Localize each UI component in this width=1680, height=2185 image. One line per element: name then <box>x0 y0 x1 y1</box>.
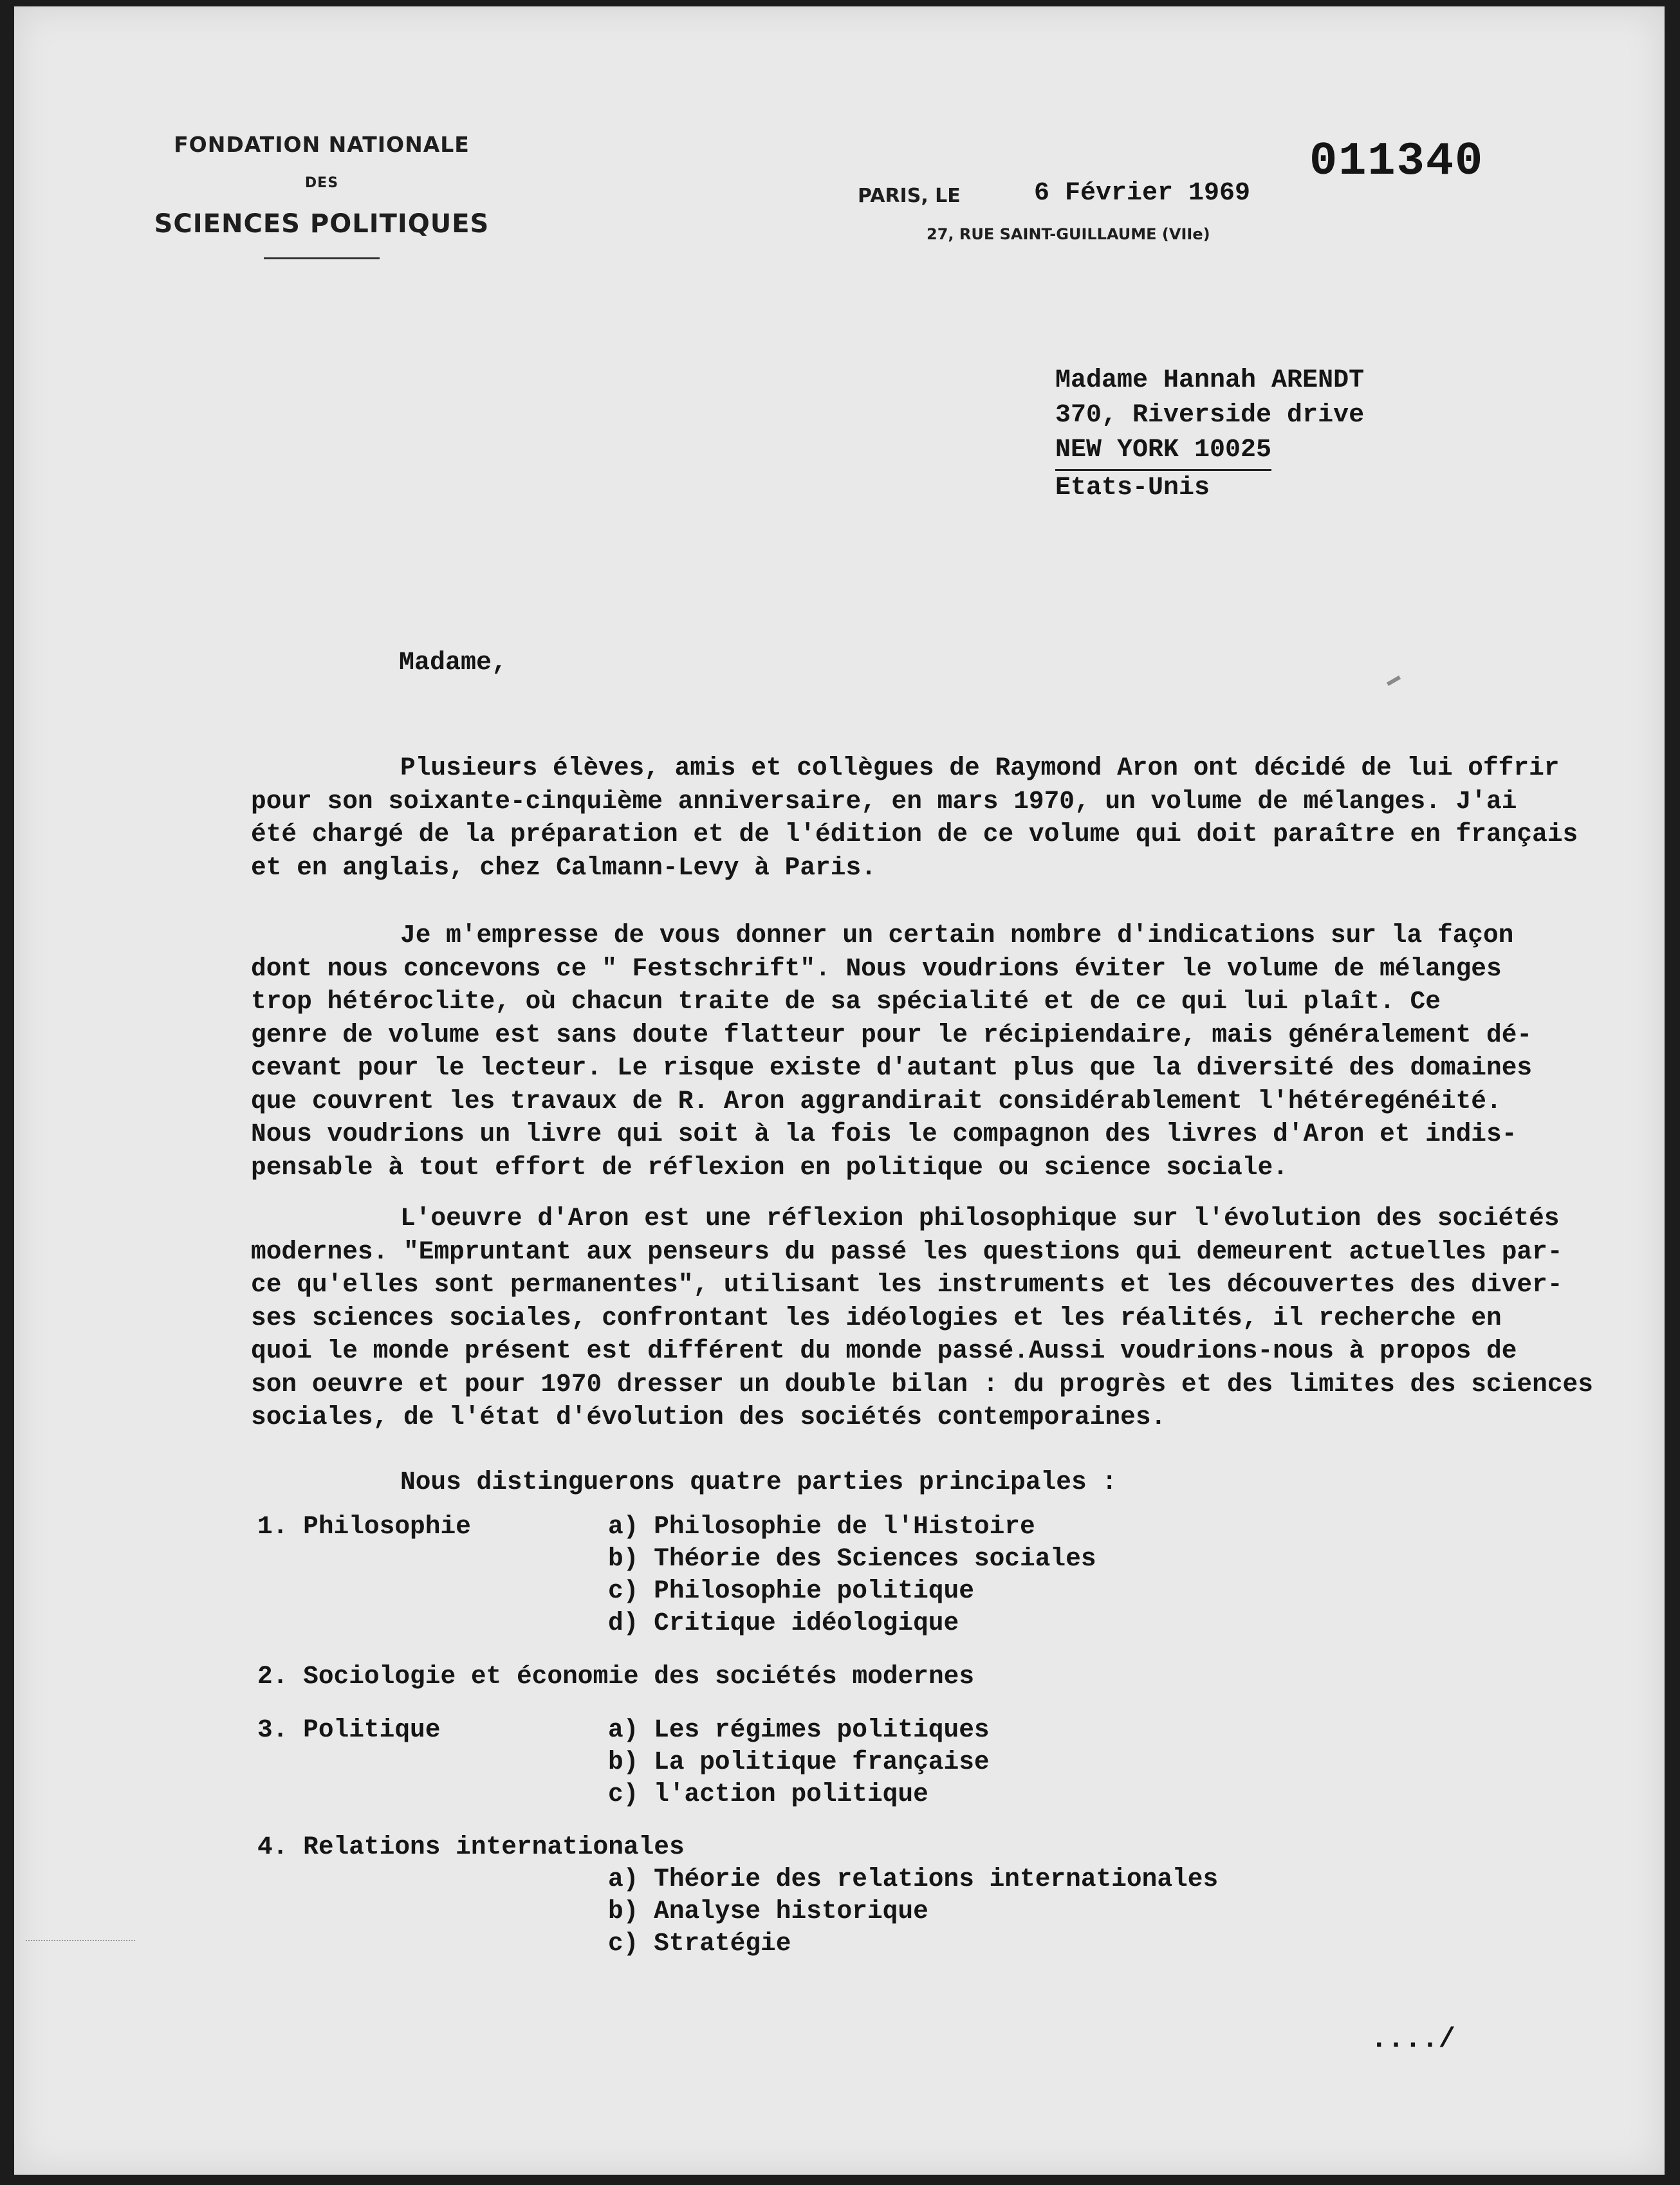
paragraph-line: quoi le monde présent est différent du monde passé.Aussi voudrions-nous à propos de <box>251 1336 1517 1365</box>
paragraph-line: Je m'empresse de vous donner un certain nombre d'indications sur la façon <box>400 921 1514 950</box>
part-4-item-a: a) Théorie des relations internationales <box>608 1865 1219 1894</box>
paragraph-line: son oeuvre et pour 1970 dresser un double bilan : du progrès et des limites des sciences <box>251 1369 1593 1399</box>
paragraph-line: ce qu'elles sont permanentes", utilisant les instruments et les découvertes des diver- <box>251 1270 1563 1299</box>
letter-date: 6 Février 1969 <box>1034 179 1251 208</box>
margin-mark <box>26 1940 135 1942</box>
paragraph-line: pensable à tout effort de réflexion en politique ou science sociale. <box>251 1152 1288 1182</box>
recipient-country: Etats-Unis <box>1055 474 1210 502</box>
paragraph-2 <box>251 919 1532 1184</box>
paragraph-line: Nous distinguerons quatre parties principales : <box>400 1468 1118 1497</box>
paragraph-line: été chargé de la préparation et de l'édition de ce volume qui doit paraître en français <box>251 820 1578 849</box>
paragraph-line: ses sciences sociales, confrontant les idéologies et les réalités, il recherche en <box>251 1303 1502 1332</box>
place-label: PARIS, LE <box>858 185 961 207</box>
list-intro <box>251 1466 1117 1499</box>
document-number: 011340 <box>1309 135 1484 188</box>
paragraph-line: modernes. "Empruntant aux penseurs du passé les questions qui demeurent actuelles par- <box>251 1237 1563 1266</box>
paragraph-line: genre de volume est sans doute flatteur pour le récipiendaire, mais généralement dé- <box>251 1020 1533 1049</box>
recipient-name: Madame Hannah ARENDT <box>1055 366 1365 395</box>
paragraph-line: trop hétéroclite, où chacun traite de sa spécialité et de ce qui lui plaît. Ce <box>251 987 1441 1016</box>
part-1-item-b: b) Théorie des Sciences sociales <box>608 1544 1096 1573</box>
letterhead-line-3: SCIENCES POLITIQUES <box>154 209 490 239</box>
paragraph-3 <box>251 1202 1593 1434</box>
paragraph-line: et en anglais, chez Calmann-Levy à Paris. <box>251 853 876 882</box>
letterhead-rule <box>264 257 380 259</box>
paragraph-line: L'oeuvre d'Aron est une réflexion philosophique sur l'évolution des sociétés <box>400 1204 1560 1233</box>
paragraph-line: dont nous concevons ce " Festschrift". Nous voudrions éviter le volume de mélanges <box>251 954 1502 983</box>
recipient-city: NEW YORK 10025 <box>1055 433 1271 471</box>
part-1-item-d: d) Critique idéologique <box>608 1609 959 1637</box>
part-3-label: 3. Politique <box>257 1715 441 1744</box>
paragraph-line: cevant pour le lecteur. Le risque existe d'autant plus que la diversité des domaines <box>251 1053 1533 1082</box>
recipient-street: 370, Riverside drive <box>1055 401 1365 430</box>
salutation: Madame, <box>399 649 508 678</box>
letterhead-line-2: DES <box>304 175 339 191</box>
paragraph-line: pour son soixante-cinquième anniversaire, en mars 1970, un volume de mélanges. J'ai <box>251 786 1517 816</box>
part-3-item-c: c) l'action politique <box>608 1780 928 1809</box>
paragraph-line: Plusieurs élèves, amis et collègues de Raymond Aron ont décidé de lui offrir <box>400 753 1560 782</box>
letterhead-line-1: FONDATION NATIONALE <box>174 132 470 157</box>
part-4-item-b: b) Analyse historique <box>608 1897 928 1926</box>
part-4-item-c: c) Stratégie <box>608 1929 791 1958</box>
street-address: 27, RUE SAINT-GUILLAUME (VIIe) <box>927 225 1210 243</box>
part-1-item-a: a) Philosophie de l'Histoire <box>608 1512 1035 1541</box>
paragraph-line: sociales, de l'état d'évolution des sociétés contemporaines. <box>251 1403 1167 1432</box>
paragraph-1 <box>251 751 1578 884</box>
recipient-address <box>1055 364 1364 506</box>
part-3-item-b: b) La politique française <box>608 1747 990 1776</box>
part-2-label: 2. Sociologie et économie des sociétés modernes <box>257 1662 975 1691</box>
part-1-item-c: c) Philosophie politique <box>608 1576 974 1605</box>
part-4-label: 4. Relations internationales <box>257 1832 685 1861</box>
continued-marker: ..../ <box>1371 2024 1456 2056</box>
part-1-label: 1. Philosophie <box>257 1512 471 1541</box>
paragraph-line: que couvrent les travaux de R. Aron aggrandirait considérablement l'hétéregénéité. <box>251 1086 1502 1116</box>
part-3-item-a: a) Les régimes politiques <box>608 1715 990 1744</box>
paragraph-line: Nous voudrions un livre qui soit à la fois le compagnon des livres d'Aron et indis- <box>251 1120 1517 1148</box>
